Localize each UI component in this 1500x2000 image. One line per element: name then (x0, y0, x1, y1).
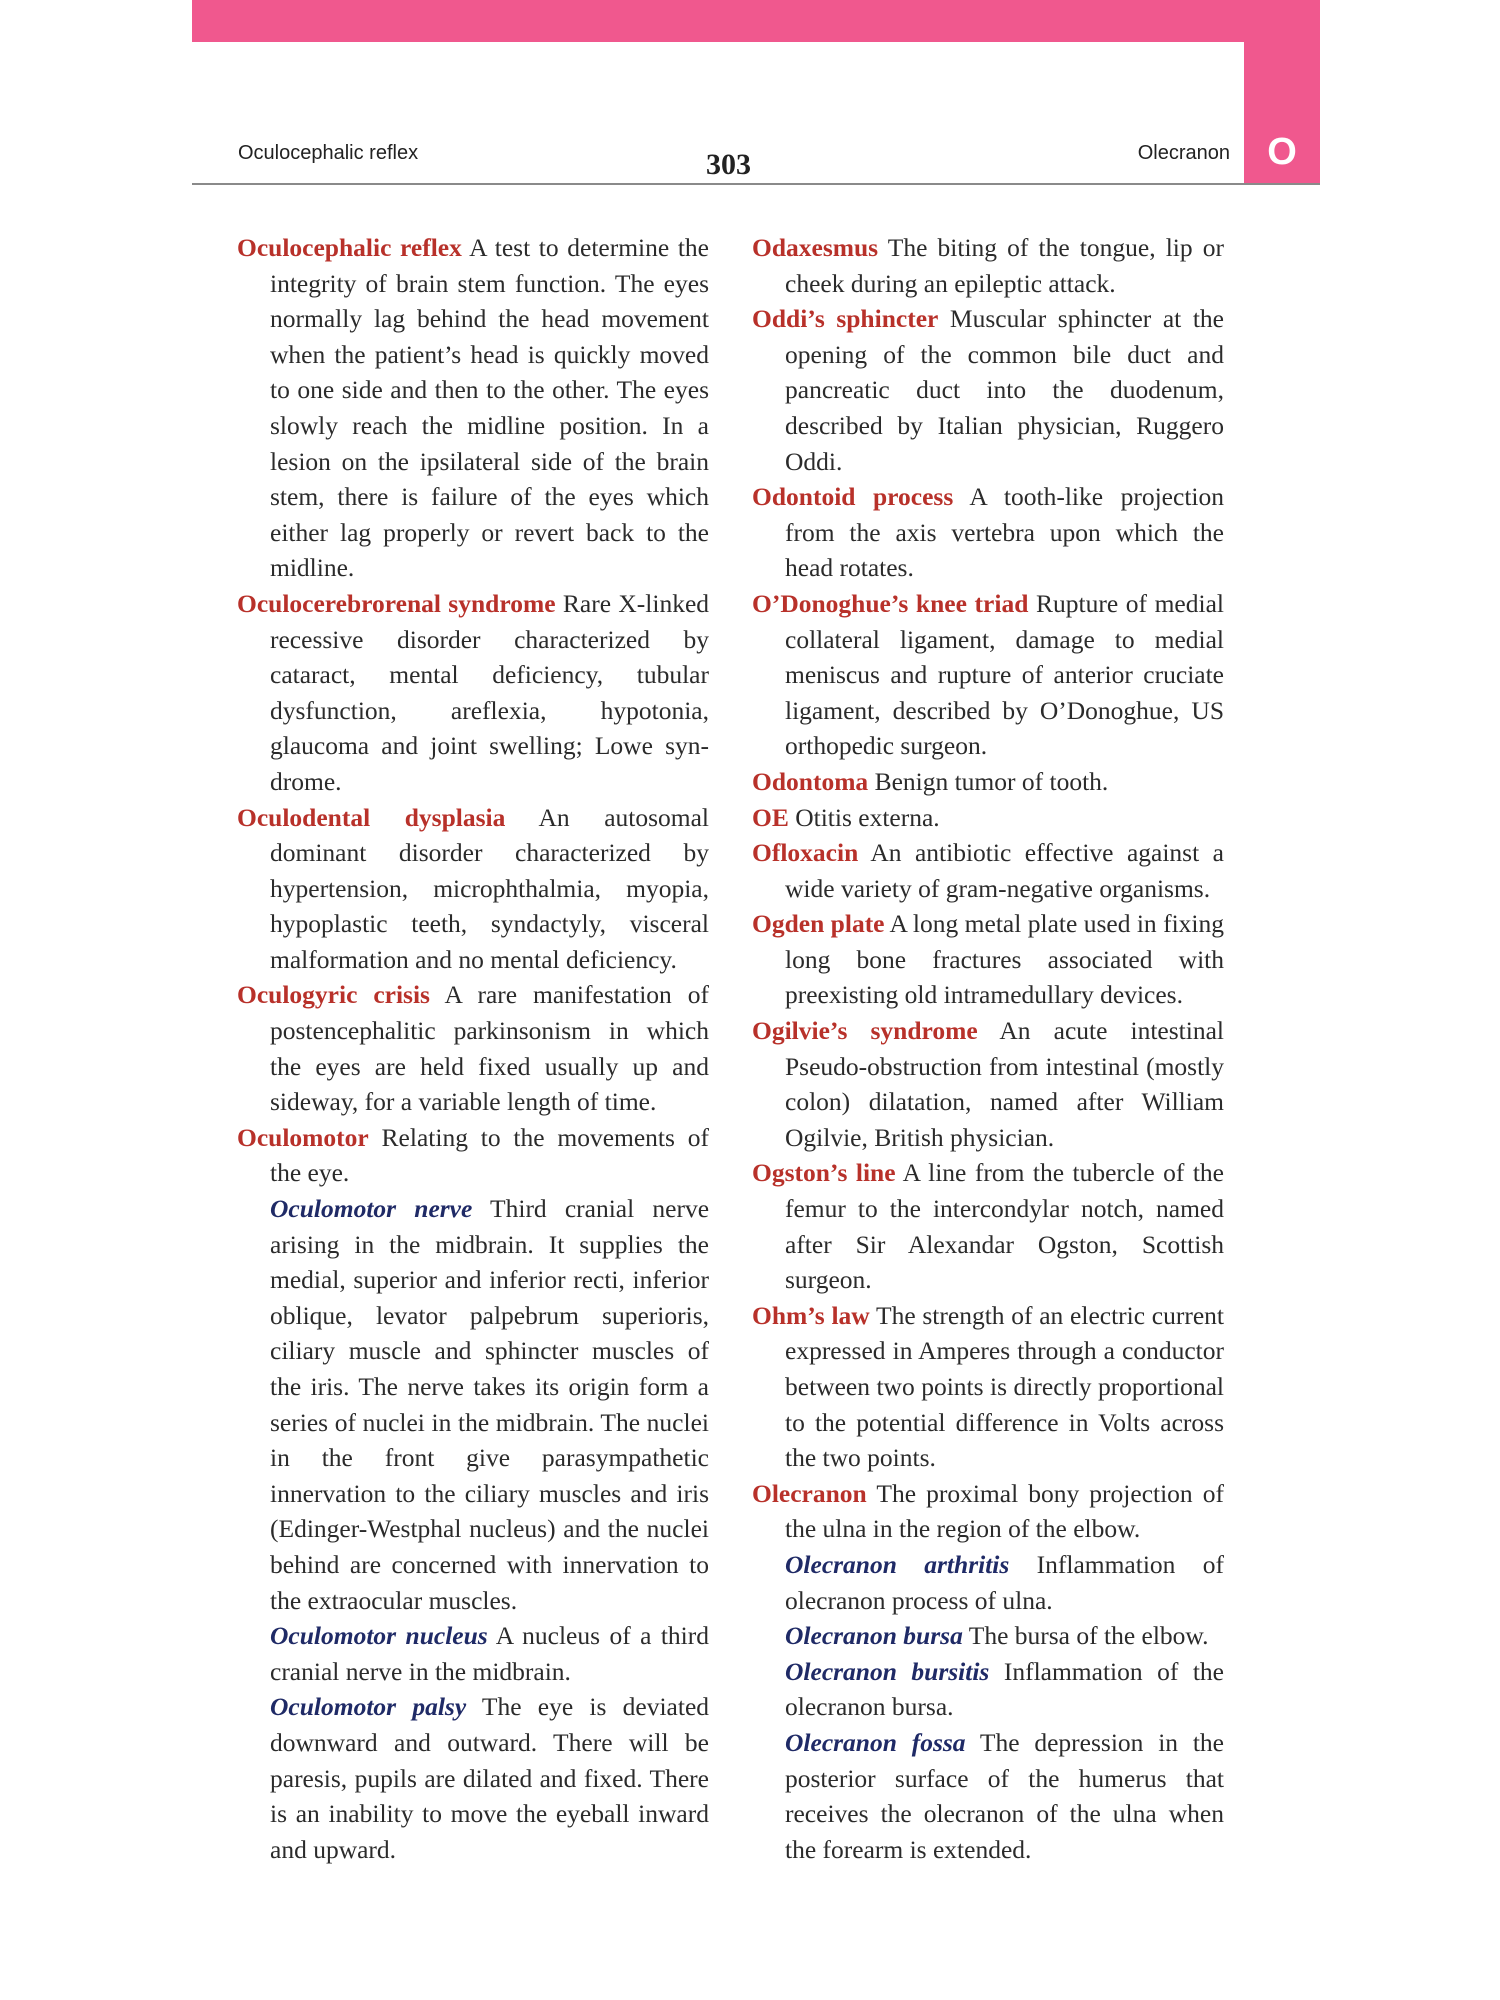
sub-entry-term: Olecranon bursitis (785, 1656, 990, 1686)
sub-entry-term: Oculomotor nucleus (270, 1621, 488, 1651)
entry-term: Odontoma (752, 766, 869, 796)
sub-entry-term: Oculomotor nerve (270, 1194, 473, 1224)
entry-term: Oculodental dysplasia (237, 802, 506, 832)
entry-term: Ohm’s law (752, 1300, 870, 1330)
dictionary-entry (237, 586, 709, 800)
sub-entry (237, 1689, 709, 1867)
entry-definition: Rupture of medial collateral ligament, damage to medial meniscus and rupture of anterior cruciate ligament, described by O’Donoghue, US orthopedic surgeon. (785, 588, 1224, 761)
sub-entry (237, 1618, 709, 1689)
entry-definition: The proximal bony projection of the ulna in the region of the elbow. (785, 1478, 1224, 1544)
dictionary-entry (752, 1013, 1224, 1155)
dictionary-entry (752, 835, 1224, 906)
sub-entry-term: Olecranon arthritis (785, 1549, 1010, 1579)
entry-definition: A rare manifestation of postencephalitic parkinsonism in which the eyes are held fixed usually up and sideway, for a variable length of time. (270, 980, 709, 1117)
sub-entry-term: Olecranon bursa (785, 1621, 963, 1651)
sub-entry (752, 1654, 1224, 1725)
entry-definition: A tooth-like projection from the axis vertebra upon which the head rotates. (785, 482, 1224, 583)
entry-term: Odontoid process (752, 482, 954, 512)
dictionary-entry (752, 479, 1224, 586)
dictionary-entry (237, 230, 709, 586)
entry-definition: An acute intestinal Pseudo-obstruction from intestinal (mostly colon) dilatation, named after William Ogilvie, British physician. (785, 1016, 1224, 1152)
dictionary-entry (752, 230, 1224, 301)
entry-definition: An antibiotic effective against a wide variety of gram-negative organisms. (785, 838, 1224, 903)
right-guide-word: Olecranon (1137, 142, 1230, 164)
entry-term: Odaxesmus (752, 233, 879, 262)
entry-term: Olecranon (752, 1478, 867, 1508)
page-number: 303 (706, 148, 751, 181)
left-column (237, 230, 709, 1867)
entry-term: Oculocerebrorenal syndrome (237, 588, 556, 618)
thumb-index-letter: O (1267, 131, 1297, 173)
entry-definition: An autosomal dominant disorder characterized by hypertension, microphthalmia, myopia, hypoplastic teeth, syndactyly, visceral malformation and no mental deficiency. (270, 802, 710, 974)
dictionary-entry (752, 1298, 1224, 1476)
dictionary-entry (752, 800, 1224, 836)
entry-definition: Inflammation of olecranon process of ulna. (785, 1549, 1224, 1615)
entry-definition: The bursa of the elbow. (962, 1621, 1209, 1651)
entry-definition: A long metal plate used in fixing long bone fractures associated with preexisting old intramedullary devices. (785, 909, 1225, 1010)
entry-definition: Relating to the movements of the eye. (270, 1122, 709, 1188)
sub-entry-term: Oculomotor palsy (270, 1692, 467, 1722)
entry-definition: Otitis externa. (788, 802, 940, 832)
dictionary-entry (752, 906, 1224, 1013)
entry-definition: Benign tumor of tooth. (868, 766, 1109, 796)
entry-term: Oculogyric crisis (237, 980, 430, 1010)
entry-term: Ogston’s line (752, 1158, 896, 1188)
sub-entry (237, 1191, 709, 1618)
entry-definition: A test to determine the integrity of brain stem function. The eyes normally lag behind the head movement when the patient’s head is quickly moved to one side and then to the other. The eyes slowly reach the midline position. In a lesion on the ipsilateral side of the brain stem, there is failure of the eyes which either lag properly or revert back to the midline. (270, 233, 710, 583)
dictionary-entry (752, 301, 1224, 479)
top-color-band (192, 0, 1320, 42)
header-rule (192, 183, 1320, 185)
sub-entry (752, 1725, 1224, 1867)
entry-definition: The strength of an electric current expressed in Amperes through a conductor between two points is directly proportional to the potential difference in Volts across the two points. (785, 1300, 1224, 1473)
entry-definition: A line from the tubercle of the femur to the intercondylar notch, named after Sir Alexandar Ogston, Scottish surgeon. (785, 1158, 1224, 1295)
entry-term: Oculocephalic reflex (237, 233, 462, 262)
entry-definition: Third cranial nerve arising in the midbrain. It supplies the medial, superior and inferior recti, inferior oblique, levator palpebrum superioris, ciliary muscle and sphincter muscles of the iris. The nerve takes its origin form a series of nuclei in the midbrain. The nuclei in the front give parasympathetic innervation to the ciliary muscles and iris (Edinger-Westphal nucleus) and the nuclei behind are concerned with innervation to the extraocular muscles. (270, 1194, 710, 1615)
entry-definition: The depression in the posterior surface of the humerus that receives the olecranon of the ulna when the forearm is extended. (785, 1727, 1224, 1864)
dictionary-entry (237, 800, 709, 978)
entry-definition: Rare X-linked recessive disorder characterized by cataract, mental deficiency, tubular dysfunction, areflexia, hypotonia, glaucoma and joint swelling; Lowe syndrome. (270, 588, 710, 796)
entry-term: O’Donoghue’s knee triad (752, 588, 1029, 618)
entry-definition: The eye is deviated downward and outward. There will be paresis, pupils are dilated and fixed. There is an inability to move the eyeball inward and upward. (270, 1692, 710, 1864)
entry-term: Oddi’s sphincter (752, 304, 939, 334)
dictionary-entry (752, 764, 1224, 800)
left-guide-word: Oculocephalic reflex (238, 142, 419, 164)
sub-entry (752, 1547, 1224, 1618)
dictionary-entry (752, 1476, 1224, 1547)
entry-definition: Muscular sphincter at the opening of the common bile duct and pancreatic duct into the duodenum, described by Italian physician, Ruggero Oddi. (785, 304, 1224, 476)
entry-term: Oculomotor (237, 1122, 369, 1152)
entry-term: Ofloxacin (752, 838, 859, 868)
sub-entry-term: Olecranon fossa (785, 1727, 966, 1757)
dictionary-entry (237, 977, 709, 1119)
entry-term: Ogden plate (752, 909, 885, 939)
dictionary-entry (752, 586, 1224, 764)
right-column (752, 230, 1224, 1867)
entry-definition: Inflammation of the olecranon bursa. (785, 1656, 1224, 1722)
entry-definition: A nucleus of a third cranial nerve in the midbrain. (270, 1621, 709, 1686)
dictionary-entry (237, 1120, 709, 1191)
entry-term: OE (752, 802, 789, 832)
entry-term: Ogilvie’s syndrome (752, 1016, 978, 1046)
sub-entry (752, 1618, 1224, 1654)
entry-definition: The biting of the tongue, lip or cheek during an epileptic attack. (785, 233, 1224, 298)
dictionary-entry (752, 1155, 1224, 1297)
